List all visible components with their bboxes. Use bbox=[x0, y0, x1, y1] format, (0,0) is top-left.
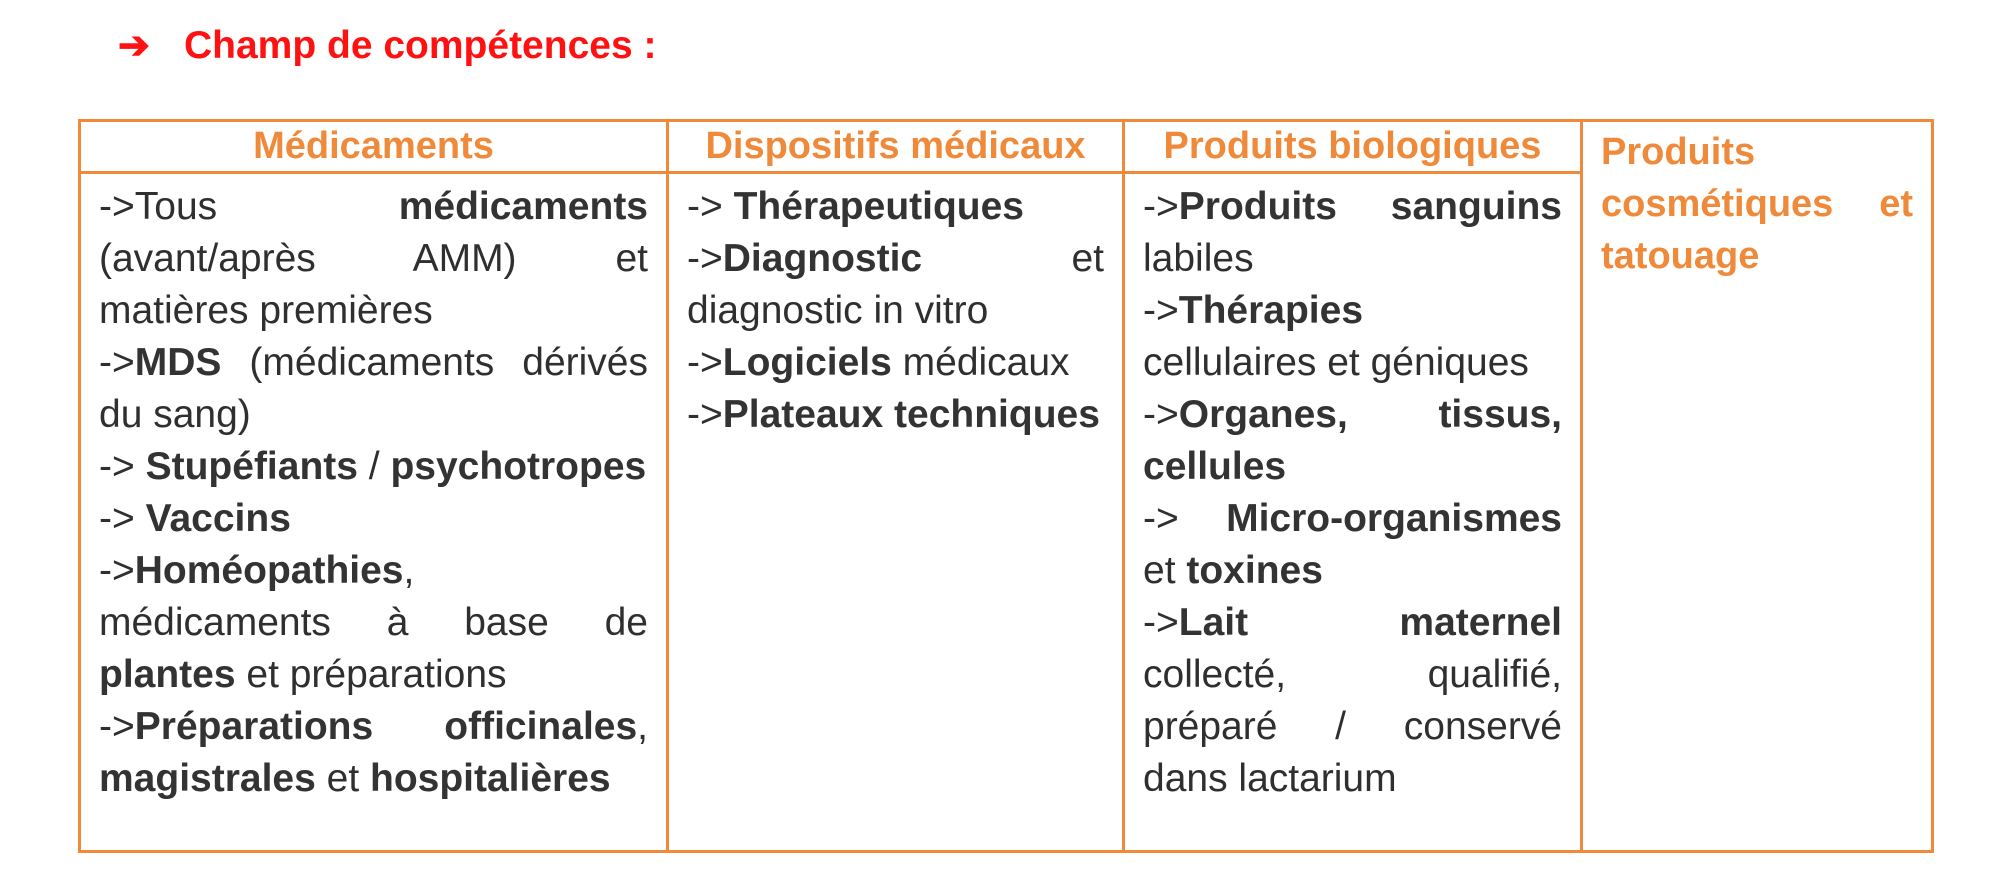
column-body-medicaments bbox=[81, 174, 666, 805]
column-biologiques bbox=[1122, 122, 1580, 850]
list-item: magistrales et hospitalières bbox=[99, 757, 611, 800]
column-body-biologiques bbox=[1125, 174, 1580, 805]
column-header-biologiques: Produits biologiques bbox=[1125, 122, 1580, 174]
column-header-dispositifs: Dispositifs médicaux bbox=[669, 122, 1122, 174]
column-header-line: tatouage bbox=[1601, 235, 1760, 277]
list-item: préparé / conservé bbox=[1143, 705, 1562, 748]
list-item: médicaments à base de bbox=[99, 601, 648, 644]
list-item: -> Micro-organismes bbox=[1143, 497, 1562, 540]
list-item: cellules bbox=[1143, 445, 1287, 488]
column-header-cosmetiques bbox=[1583, 122, 1931, 282]
list-item: ->Diagnostic et bbox=[687, 237, 1104, 280]
column-cosmetiques bbox=[1580, 122, 1931, 850]
list-item: -> Vaccins bbox=[99, 497, 291, 540]
list-item: ->Plateaux techniques bbox=[687, 393, 1100, 436]
list-item: ->Tous médicaments bbox=[99, 185, 648, 228]
column-header-medicaments: Médicaments bbox=[81, 122, 666, 174]
arrow-right-icon: ➔ bbox=[118, 25, 150, 67]
list-item: cellulaires et géniques bbox=[1143, 341, 1529, 384]
column-header-line: cosmétiques et bbox=[1601, 183, 1913, 225]
list-item: dans lactarium bbox=[1143, 757, 1397, 800]
list-item: ->Lait maternel bbox=[1143, 601, 1562, 644]
list-item: ->Préparations officinales, bbox=[99, 705, 648, 748]
list-item: diagnostic in vitro bbox=[687, 289, 989, 332]
list-item: matières premières bbox=[99, 289, 433, 332]
list-item: ->MDS (médicaments dérivés bbox=[99, 341, 648, 384]
list-item: -> Thérapeutiques bbox=[687, 185, 1024, 228]
section-heading-text: Champ de compétences : bbox=[184, 24, 657, 67]
list-item: collecté, qualifié, bbox=[1143, 653, 1562, 696]
list-item: labiles bbox=[1143, 237, 1254, 280]
list-item: ->Logiciels médicaux bbox=[687, 341, 1070, 384]
list-item: ->Organes, tissus, bbox=[1143, 393, 1562, 436]
column-dispositifs bbox=[666, 122, 1122, 850]
list-item: plantes et préparations bbox=[99, 653, 507, 696]
column-header-line: Produits bbox=[1601, 131, 1756, 173]
list-item: du sang) bbox=[99, 393, 251, 436]
list-item: ->Thérapies bbox=[1143, 289, 1364, 332]
list-item: et toxines bbox=[1143, 549, 1323, 592]
column-medicaments bbox=[81, 122, 666, 850]
list-item: -> Stupéfiants / psychotropes bbox=[99, 445, 647, 488]
list-item: ->Homéopathies, bbox=[99, 549, 415, 592]
list-item: ->Produits sanguins bbox=[1143, 185, 1562, 228]
list-item: (avant/après AMM) et bbox=[99, 237, 648, 280]
section-heading bbox=[118, 16, 656, 76]
competences-table bbox=[78, 119, 1934, 853]
column-body-dispositifs bbox=[669, 174, 1122, 441]
